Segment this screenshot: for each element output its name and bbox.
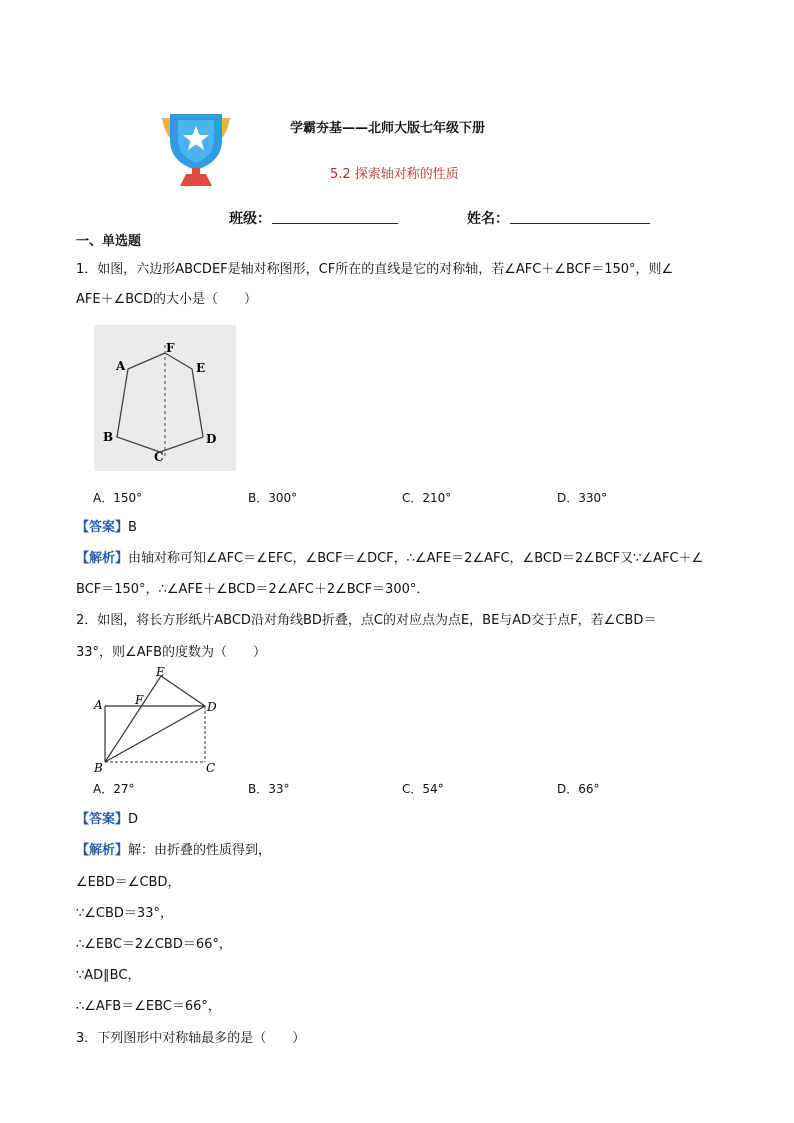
- q1-text-line1: 1．如图，六边形ABCDEF是轴对称图形，CF所在的直线是它的对称轴，若∠AFC＋∠BCF＝150°，则∠: [76, 262, 674, 277]
- q2-analysis-line: ∠EBD＝∠CBD，: [76, 875, 181, 890]
- q1-label-d: D: [206, 432, 217, 446]
- q1-analysis-text1: 由轴对称可知∠AFC＝∠EFC，∠BCF＝∠DCF，∴∠AFE＝2∠AFC，∠BCD＝2∠BCF又∵∠AFC＋∠: [128, 551, 704, 566]
- q2-text-line1: 2．如图，将长方形纸片ABCD沿对角线BD折叠，点C的对应点为点E，BE与AD交于点F，若∠CBD＝: [76, 613, 657, 628]
- q2-option-a: A．27°: [93, 782, 135, 796]
- q1-answer: [76, 520, 137, 536]
- q1-option-a: A．150°: [93, 491, 143, 505]
- q2-option-c: C．54°: [402, 782, 444, 796]
- q1-analysis-line1: [76, 551, 703, 567]
- q2-option-b: B．33°: [248, 782, 290, 796]
- q3-text-line1: 3．下列图形中对称轴最多的是（ ）: [76, 1031, 306, 1046]
- q1-option-b: B．300°: [248, 491, 298, 505]
- q2-answer-bracket: 【答案】: [76, 812, 129, 827]
- q2-analysis-line: ∴∠AFB＝∠EBC＝66°，: [76, 999, 221, 1014]
- q1-label-b: B: [103, 430, 114, 444]
- document-title: 学霸夯基——北师大版七年级下册: [290, 121, 486, 136]
- q1-option-c: C．210°: [402, 491, 452, 505]
- q1-label-a: A: [116, 359, 126, 373]
- q2-label-a: A: [94, 698, 103, 712]
- name-label: 姓名：: [467, 211, 509, 227]
- q2-label-b: B: [94, 761, 103, 775]
- q2-option-d: D．66°: [557, 782, 600, 796]
- q1-label-e: E: [196, 361, 206, 375]
- q2-label-f: F: [135, 693, 144, 707]
- q2-analysis-bracket: 【解析】: [76, 843, 129, 858]
- name-field[interactable]: [510, 223, 650, 224]
- q2-text-line2: 33°，则∠AFB的度数为（ ）: [76, 645, 266, 660]
- q1-analysis-bracket: 【解析】: [76, 551, 129, 566]
- q2-analysis-line: ∵∠CBD＝33°，: [76, 906, 173, 921]
- q2-answer: [76, 812, 138, 828]
- q2-label-c: C: [206, 761, 216, 775]
- section-title: 一、单选题: [76, 234, 142, 249]
- class-field[interactable]: [272, 223, 398, 224]
- q2-analysis-text: 解：由折叠的性质得到，: [128, 843, 272, 858]
- q1-option-d: D．330°: [557, 491, 608, 505]
- q2-analysis-first: [76, 843, 271, 859]
- q2-label-e: E: [156, 665, 165, 679]
- q1-answer-value: B: [128, 520, 137, 535]
- class-label: 班级：: [229, 211, 271, 227]
- q1-hexagon-figure: [94, 325, 236, 471]
- document-subtitle: 5.2 探索轴对称的性质: [330, 167, 459, 182]
- q2-analysis-line: ∵AD∥BC，: [76, 968, 141, 983]
- q1-label-f: F: [166, 341, 175, 355]
- q1-label-c: C: [154, 450, 164, 464]
- q1-analysis-line2: BCF＝150°，∴∠AFE＋∠BCD＝2∠AFC＋2∠BCF＝300°．: [76, 582, 430, 597]
- q2-analysis-line: ∴∠EBC＝2∠CBD＝66°，: [76, 937, 232, 952]
- q2-label-d: D: [207, 700, 217, 714]
- q1-text-line2: AFE＋∠BCD的大小是（ ）: [76, 292, 258, 307]
- q2-rectangle-figure: [90, 664, 230, 776]
- q2-answer-value: D: [128, 812, 139, 827]
- trophy-logo: [152, 110, 240, 188]
- q1-answer-bracket: 【答案】: [76, 520, 129, 535]
